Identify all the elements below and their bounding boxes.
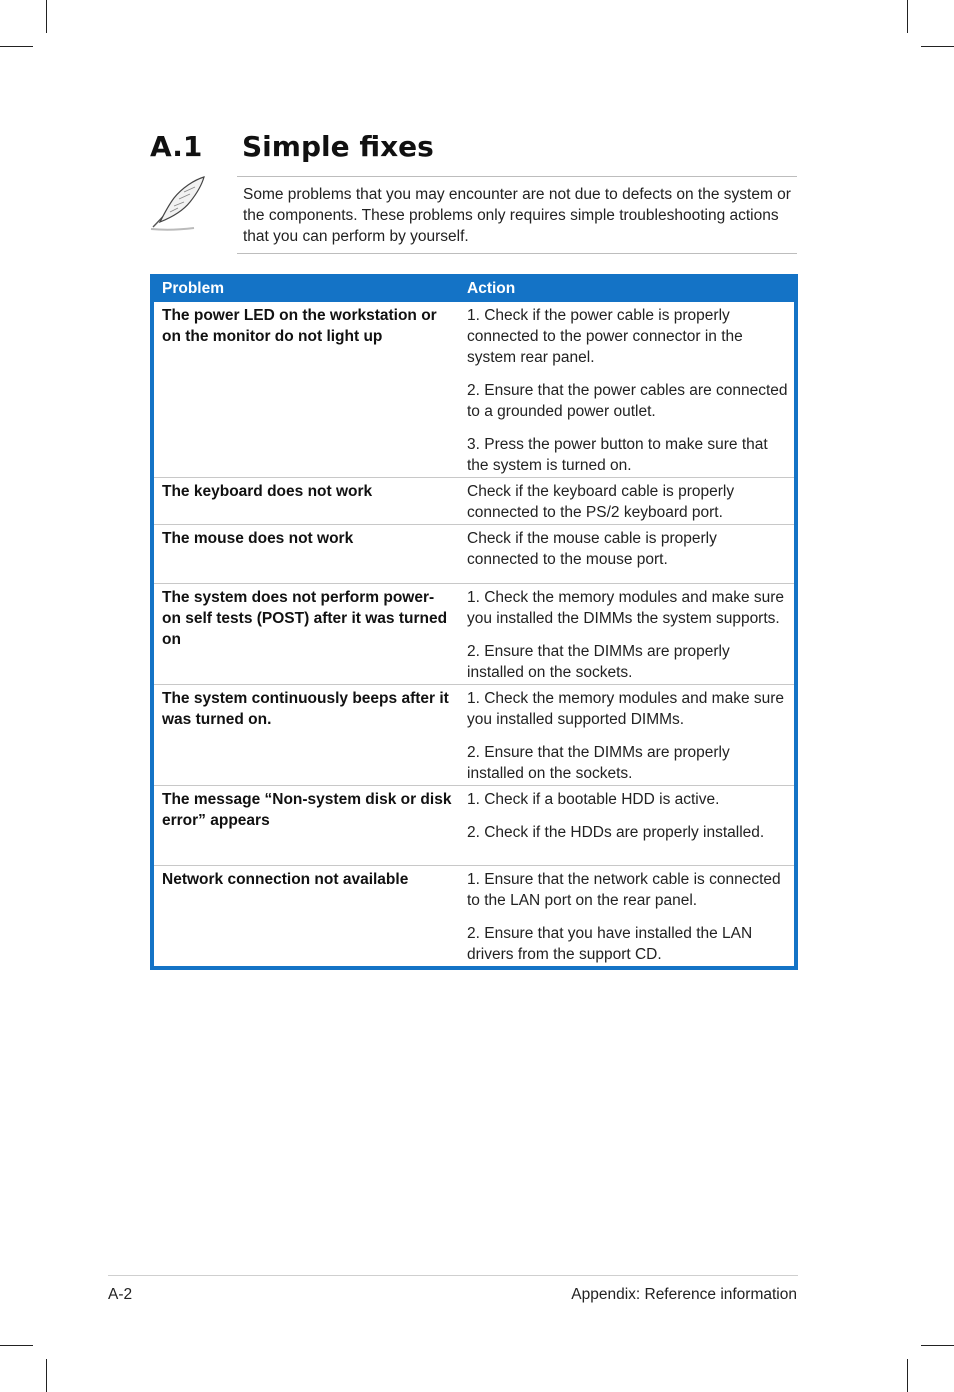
action-cell (459, 786, 794, 865)
action-step: Check if the keyboard cable is properly connected to the PS/2 keyboard port. (467, 483, 735, 521)
action-cell (459, 525, 794, 583)
crop-mark (921, 46, 954, 47)
table-row (154, 865, 794, 966)
section-number: A.1 (150, 129, 203, 163)
section-title: Simple fixes (242, 129, 434, 163)
action-step: 2. Ensure that the power cables are connected to a grounded power outlet. (467, 382, 788, 420)
action-step: 2. Check if the HDDs are properly installed. (467, 824, 765, 841)
problem-cell: The message “Non-system disk or disk error” appears (162, 791, 452, 829)
action-cell (459, 584, 794, 684)
page-number: A-2 (108, 1286, 133, 1303)
crop-mark (907, 0, 908, 33)
action-step: 1. Check the memory modules and make sure you installed the DIMMs the system supports. (467, 589, 785, 627)
action-step: 2. Ensure that the DIMMs are properly installed on the sockets. (467, 744, 730, 782)
action-step: 1. Check if the power cable is properly connected to the power connector in the system rear panel. (467, 307, 743, 366)
action-step: 1. Check if a bootable HDD is active. (467, 791, 720, 808)
problem-cell: The mouse does not work (162, 530, 354, 547)
table-row (154, 684, 794, 785)
table-row (154, 583, 794, 684)
section-heading (150, 126, 434, 166)
action-step: 2. Ensure that the DIMMs are properly installed on the sockets. (467, 643, 730, 681)
header-problem: Problem (162, 280, 225, 297)
problem-cell: The system does not perform power-on self tests (POST) after it was turned on (162, 589, 448, 648)
chapter-title: Appendix: Reference information (571, 1286, 797, 1303)
table-row (154, 785, 794, 865)
crop-mark (0, 46, 33, 47)
crop-mark (921, 1345, 954, 1346)
note-bottom-rule (237, 253, 797, 254)
action-cell (459, 685, 794, 785)
crop-mark (46, 0, 47, 33)
action-cell (459, 478, 794, 524)
action-step: Check if the mouse cable is properly connected to the mouse port. (467, 530, 717, 568)
header-action: Action (467, 280, 516, 297)
crop-mark (46, 1359, 47, 1392)
action-step: 1. Check the memory modules and make sure you installed supported DIMMs. (467, 690, 785, 728)
feather-quill-icon (148, 172, 210, 232)
action-cell (459, 302, 794, 477)
note-top-rule (237, 176, 797, 177)
table-header (154, 274, 794, 302)
crop-mark (907, 1359, 908, 1392)
problem-cell: The system continuously beeps after it was turned on. (162, 690, 449, 728)
action-cell (459, 866, 794, 966)
action-step: 1. Ensure that the network cable is connected to the LAN port on the rear panel. (467, 871, 781, 909)
troubleshooting-table (150, 274, 798, 970)
action-step: 2. Ensure that you have installed the LAN drivers from the support CD. (467, 925, 753, 963)
action-step: 3. Press the power button to make sure that the system is turned on. (467, 436, 768, 474)
table-row (154, 524, 794, 583)
problem-cell: Network connection not available (162, 871, 409, 888)
table-row (154, 302, 794, 477)
note-text: Some problems that you may encounter are not due to defects on the system or the components. These problems only requires simple troubleshooting actions that you can perform by yourself. (243, 186, 791, 245)
footer-rule (108, 1275, 798, 1276)
table-row (154, 477, 794, 524)
problem-cell: The power LED on the workstation or on the monitor do not light up (162, 307, 437, 345)
crop-mark (0, 1345, 33, 1346)
problem-cell: The keyboard does not work (162, 483, 373, 500)
